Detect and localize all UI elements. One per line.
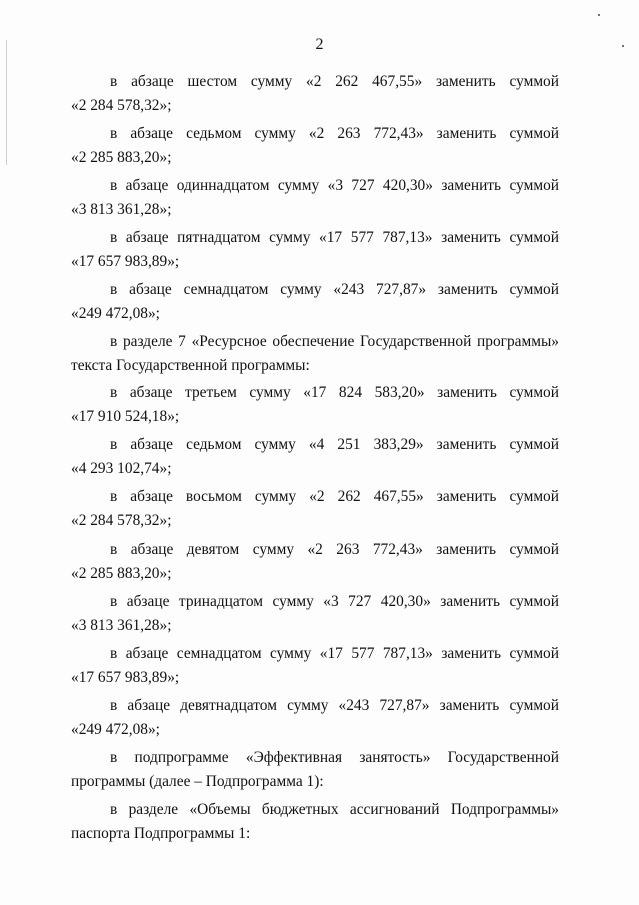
paragraph-line: в абзаце одиннадцатом сумму «3 727 420,30» заменить суммой <box>110 177 559 194</box>
paragraph-line: в подпрограмме «Эффективная занятость» Государственной <box>110 749 559 766</box>
paragraph-line: «2 284 578,32»; <box>71 512 172 529</box>
paragraph <box>71 642 559 690</box>
paragraph-line: «4 293 102,74»; <box>71 460 172 477</box>
paragraph-line: «2 285 883,20»; <box>71 149 172 166</box>
paragraph <box>71 746 559 794</box>
paragraph <box>71 278 559 326</box>
paragraph <box>71 70 559 118</box>
paragraph-line: в абзаце тринадцатом сумму «3 727 420,30» заменить суммой <box>110 593 559 610</box>
paragraph-line: в абзаце семнадцатом сумму «17 577 787,13» заменить суммой <box>110 645 559 662</box>
paragraph-line: «249 472,08»; <box>71 721 160 738</box>
paragraph-line: «17 657 983,89»; <box>71 669 180 686</box>
paragraph-line: в абзаце восьмом сумму «2 262 467,55» заменить суммой <box>110 488 559 505</box>
paragraph-line: в абзаце шестом сумму «2 262 467,55» заменить суммой <box>110 73 559 90</box>
paragraph-line: в разделе «Объемы бюджетных ассигнований Подпрограммы» <box>110 801 559 818</box>
paragraph <box>71 590 559 638</box>
paragraph-line: паспорта Подпрограммы 1: <box>71 825 251 842</box>
paragraph-line: в абзаце седьмом сумму «4 251 383,29» заменить суммой <box>110 436 559 453</box>
paragraph <box>71 538 559 586</box>
paragraph-line: «17 910 524,18»; <box>71 408 180 425</box>
paragraph-line: в абзаце девятом сумму «2 263 772,43» заменить суммой <box>110 541 559 558</box>
paragraph <box>71 330 559 378</box>
paragraph-line: «2 285 883,20»; <box>71 565 172 582</box>
scan-speck <box>598 14 600 16</box>
paragraph-line: в абзаце девятнадцатом сумму «243 727,87» заменить суммой <box>110 697 559 714</box>
paragraph-line: «2 284 578,32»; <box>71 97 172 114</box>
paragraph-line: в абзаце седьмом сумму «2 263 772,43» заменить суммой <box>110 125 559 142</box>
paragraph-line: «3 813 361,28»; <box>71 617 172 634</box>
paragraph-line: программы (далее – Подпрограмма 1): <box>71 773 324 790</box>
paragraph-line: в абзаце третьем сумму «17 824 583,20» заменить суммой <box>110 384 559 401</box>
paragraph <box>71 381 559 429</box>
paragraph <box>71 226 559 274</box>
paragraph-line: в разделе 7 «Ресурсное обеспечение Государственной программы» <box>110 333 559 350</box>
paragraph-line: «249 472,08»; <box>71 305 160 322</box>
paragraph-line: «17 657 983,89»; <box>71 253 180 270</box>
paragraph <box>71 485 559 533</box>
page-number: 2 <box>315 36 324 53</box>
paragraph-line: в абзаце семнадцатом сумму «243 727,87» заменить суммой <box>110 281 559 298</box>
paragraph <box>71 694 559 742</box>
paragraph <box>71 174 559 222</box>
paragraph-line: в абзаце пятнадцатом сумму «17 577 787,13» заменить суммой <box>110 229 559 246</box>
scan-margin-line <box>6 40 7 165</box>
paragraph <box>71 433 559 481</box>
paragraph-line: текста Государственной программы: <box>71 357 310 374</box>
paragraph <box>71 798 559 846</box>
paragraph <box>71 122 559 170</box>
paragraph-line: «3 813 361,28»; <box>71 201 172 218</box>
